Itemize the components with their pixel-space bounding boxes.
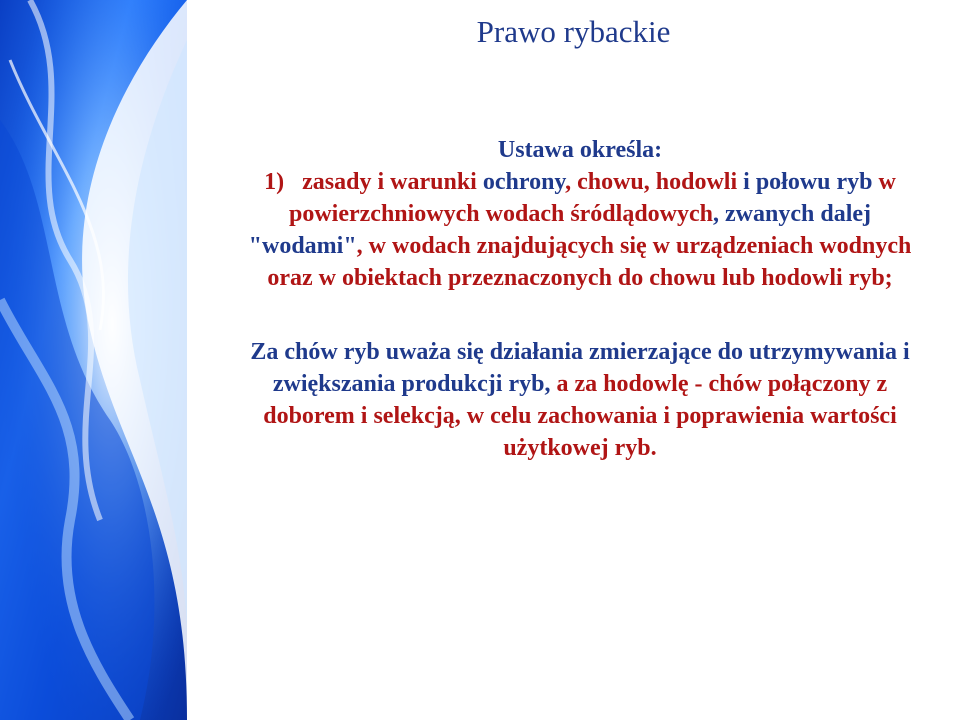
slide-title: Prawo rybackie xyxy=(476,14,671,49)
item-text-segment: połowu ryb xyxy=(755,169,873,195)
paragraph-part-blue: Za chów ryb uważa się działania zmierzające do utrzymywania i zwiększania produkcji ryb, xyxy=(250,339,910,397)
item-text-segment: w powierzchniowych wodach śródlądowych xyxy=(288,169,896,227)
list-item xyxy=(230,166,930,294)
item-text-segment: chowu, hodowli xyxy=(577,169,738,195)
item-text-segment: , zwanych dalej "wodami" xyxy=(248,201,872,259)
slide-content xyxy=(230,134,930,464)
item-text-segment: , xyxy=(565,169,578,195)
item-text-segment: i xyxy=(737,169,756,195)
decorative-sidebar xyxy=(0,0,187,720)
list-item-number: 1) xyxy=(264,169,285,195)
item-text-segment: ochrony xyxy=(482,169,566,195)
item-text-segment: , w wodach znajdujących się w urządzeniach wodnych oraz w obiektach przeznaczonych do chowu lub hodowli ryb; xyxy=(267,233,912,291)
paragraph-part-red: a za hodowlę - chów połączony z doborem i selekcją, w celu zachowania i poprawienia wartości użytkowej ryb. xyxy=(263,371,897,461)
definition-paragraph xyxy=(230,336,930,464)
item-text-segment: zasady i warunki xyxy=(302,169,483,195)
content-heading: Ustawa określa: xyxy=(497,137,663,163)
abstract-blue-swirl-image xyxy=(0,0,187,720)
